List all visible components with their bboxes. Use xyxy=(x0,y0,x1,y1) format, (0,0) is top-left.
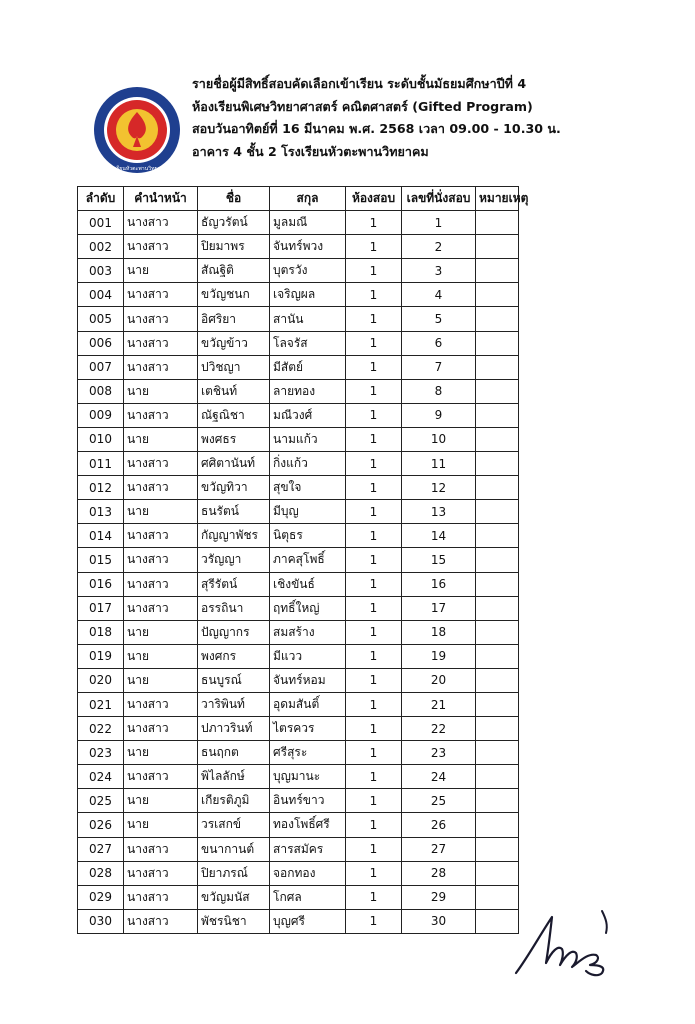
cell-seat: 10 xyxy=(402,427,476,451)
cell-no: 005 xyxy=(78,307,124,331)
cell-prefix: นาย xyxy=(124,620,198,644)
table-row xyxy=(78,235,519,259)
svg-text:โรงเรียนหัวตะพานวิทยาคม: โรงเรียนหัวตะพานวิทยาคม xyxy=(106,166,168,172)
cell-first-name: ปัญญากร xyxy=(198,620,270,644)
cell-first-name: อิศริยา xyxy=(198,307,270,331)
cell-room: 1 xyxy=(346,741,402,765)
cell-prefix: นาย xyxy=(124,741,198,765)
table-row xyxy=(78,837,519,861)
cell-note xyxy=(476,476,519,500)
cell-no: 013 xyxy=(78,500,124,524)
cell-seat: 17 xyxy=(402,596,476,620)
cell-first-name: ขวัญทิวา xyxy=(198,476,270,500)
cell-note xyxy=(476,307,519,331)
table-row xyxy=(78,355,519,379)
header-line-4: อาคาร 4 ชั้น 2 โรงเรียนหัวตะพานวิทยาคม xyxy=(192,143,429,159)
cell-first-name: พัชรนิชา xyxy=(198,909,270,933)
cell-last-name: บุญมานะ xyxy=(270,765,346,789)
cell-note xyxy=(476,379,519,403)
cell-seat: 3 xyxy=(402,259,476,283)
cell-room: 1 xyxy=(346,283,402,307)
table-row xyxy=(78,524,519,548)
cell-last-name: นามแก้ว xyxy=(270,427,346,451)
cell-note xyxy=(476,813,519,837)
cell-note xyxy=(476,211,519,235)
cell-no: 004 xyxy=(78,283,124,307)
cell-no: 022 xyxy=(78,717,124,741)
cell-note xyxy=(476,596,519,620)
cell-first-name: ณัฐณิชา xyxy=(198,403,270,427)
cell-no: 001 xyxy=(78,211,124,235)
cell-last-name: มีบุญ xyxy=(270,500,346,524)
cell-last-name: โลจรัส xyxy=(270,331,346,355)
cell-no: 023 xyxy=(78,741,124,765)
cell-last-name: จันทร์พวง xyxy=(270,235,346,259)
table-row xyxy=(78,885,519,909)
table-row xyxy=(78,644,519,668)
table-row xyxy=(78,427,519,451)
cell-seat: 29 xyxy=(402,885,476,909)
cell-prefix: นางสาว xyxy=(124,211,198,235)
cell-no: 020 xyxy=(78,668,124,692)
cell-last-name: จันทร์หอม xyxy=(270,668,346,692)
cell-no: 012 xyxy=(78,476,124,500)
cell-seat: 16 xyxy=(402,572,476,596)
cell-note xyxy=(476,331,519,355)
cell-no: 002 xyxy=(78,235,124,259)
cell-room: 1 xyxy=(346,765,402,789)
cell-note xyxy=(476,548,519,572)
cell-note xyxy=(476,500,519,524)
candidate-table xyxy=(77,186,529,934)
cell-room: 1 xyxy=(346,572,402,596)
cell-prefix: นางสาว xyxy=(124,692,198,716)
cell-first-name: ปิยาภรณ์ xyxy=(198,861,270,885)
cell-first-name: เกียรติภูมิ xyxy=(198,789,270,813)
cell-note xyxy=(476,717,519,741)
cell-note xyxy=(476,789,519,813)
table-row xyxy=(78,789,519,813)
table-row xyxy=(78,909,519,933)
cell-room: 1 xyxy=(346,427,402,451)
cell-seat: 1 xyxy=(402,211,476,235)
cell-seat: 19 xyxy=(402,644,476,668)
cell-note xyxy=(476,235,519,259)
signature xyxy=(510,905,620,980)
cell-prefix: นางสาว xyxy=(124,765,198,789)
cell-no: 007 xyxy=(78,355,124,379)
cell-note xyxy=(476,837,519,861)
cell-room: 1 xyxy=(346,596,402,620)
cell-prefix: นางสาว xyxy=(124,909,198,933)
cell-first-name: ขวัญข้าว xyxy=(198,331,270,355)
cell-prefix: นาย xyxy=(124,813,198,837)
cell-room: 1 xyxy=(346,909,402,933)
table-row xyxy=(78,379,519,403)
cell-no: 029 xyxy=(78,885,124,909)
header-line-2: ห้องเรียนพิเศษวิทยาศาสตร์ คณิตศาสตร์ (Gifted Program) xyxy=(192,98,533,114)
cell-no: 014 xyxy=(78,524,124,548)
cell-room: 1 xyxy=(346,500,402,524)
cell-note xyxy=(476,765,519,789)
cell-first-name: ธนรัตน์ xyxy=(198,500,270,524)
cell-prefix: นางสาว xyxy=(124,572,198,596)
cell-last-name: สานัน xyxy=(270,307,346,331)
cell-first-name: ปวิชญา xyxy=(198,355,270,379)
cell-note xyxy=(476,524,519,548)
cell-first-name: สุรีรัตน์ xyxy=(198,572,270,596)
school-logo xyxy=(92,84,182,176)
cell-first-name: ปิยมาพร xyxy=(198,235,270,259)
cell-note xyxy=(476,644,519,668)
cell-note xyxy=(476,452,519,476)
cell-last-name: โกศล xyxy=(270,885,346,909)
table-row xyxy=(78,476,519,500)
table-row xyxy=(78,403,519,427)
cell-no: 010 xyxy=(78,427,124,451)
cell-prefix: นางสาว xyxy=(124,524,198,548)
cell-prefix: นาย xyxy=(124,644,198,668)
cell-seat: 23 xyxy=(402,741,476,765)
cell-room: 1 xyxy=(346,620,402,644)
cell-no: 024 xyxy=(78,765,124,789)
cell-note xyxy=(476,692,519,716)
cell-first-name: ขวัญชนก xyxy=(198,283,270,307)
cell-seat: 6 xyxy=(402,331,476,355)
cell-seat: 13 xyxy=(402,500,476,524)
cell-first-name: วรเสกข์ xyxy=(198,813,270,837)
cell-last-name: มีแวว xyxy=(270,644,346,668)
cell-seat: 25 xyxy=(402,789,476,813)
cell-prefix: นางสาว xyxy=(124,885,198,909)
cell-first-name: ปภาวรินท์ xyxy=(198,717,270,741)
cell-seat: 2 xyxy=(402,235,476,259)
cell-prefix: นางสาว xyxy=(124,355,198,379)
cell-prefix: นางสาว xyxy=(124,307,198,331)
cell-room: 1 xyxy=(346,644,402,668)
table-row xyxy=(78,307,519,331)
cell-room: 1 xyxy=(346,789,402,813)
cell-prefix: นางสาว xyxy=(124,331,198,355)
cell-seat: 11 xyxy=(402,452,476,476)
cell-room: 1 xyxy=(346,355,402,379)
cell-first-name: ธัญวรัตน์ xyxy=(198,211,270,235)
cell-note xyxy=(476,355,519,379)
cell-first-name: ขนากานต์ xyxy=(198,837,270,861)
cell-prefix: นาย xyxy=(124,789,198,813)
cell-seat: 26 xyxy=(402,813,476,837)
cell-seat: 7 xyxy=(402,355,476,379)
cell-seat: 24 xyxy=(402,765,476,789)
table-row xyxy=(78,596,519,620)
cell-no: 008 xyxy=(78,379,124,403)
cell-prefix: นางสาว xyxy=(124,548,198,572)
table-row xyxy=(78,211,519,235)
cell-first-name: อรรถินา xyxy=(198,596,270,620)
cell-no: 009 xyxy=(78,403,124,427)
cell-room: 1 xyxy=(346,379,402,403)
cell-note xyxy=(476,283,519,307)
cell-prefix: นาย xyxy=(124,500,198,524)
cell-no: 019 xyxy=(78,644,124,668)
cell-last-name: จอกทอง xyxy=(270,861,346,885)
cell-seat: 8 xyxy=(402,379,476,403)
cell-last-name: ทองโพธิ์ศรี xyxy=(270,813,346,837)
cell-last-name: เจริญผล xyxy=(270,283,346,307)
cell-last-name: นิตุธร xyxy=(270,524,346,548)
cell-seat: 14 xyxy=(402,524,476,548)
cell-note xyxy=(476,620,519,644)
cell-no: 006 xyxy=(78,331,124,355)
cell-no: 026 xyxy=(78,813,124,837)
cell-first-name: วรัญญา xyxy=(198,548,270,572)
cell-room: 1 xyxy=(346,307,402,331)
cell-no: 015 xyxy=(78,548,124,572)
cell-prefix: นาย xyxy=(124,427,198,451)
cell-first-name: ศศิตานันท์ xyxy=(198,452,270,476)
cell-no: 021 xyxy=(78,692,124,716)
cell-room: 1 xyxy=(346,331,402,355)
cell-seat: 20 xyxy=(402,668,476,692)
cell-no: 003 xyxy=(78,259,124,283)
cell-last-name: อินทร์ขาว xyxy=(270,789,346,813)
cell-prefix: นางสาว xyxy=(124,717,198,741)
cell-room: 1 xyxy=(346,476,402,500)
cell-note xyxy=(476,572,519,596)
cell-room: 1 xyxy=(346,235,402,259)
cell-note xyxy=(476,403,519,427)
column-header-first-name: ชื่อ xyxy=(198,187,270,211)
cell-seat: 12 xyxy=(402,476,476,500)
cell-prefix: นางสาว xyxy=(124,861,198,885)
cell-prefix: นางสาว xyxy=(124,476,198,500)
cell-prefix: นางสาว xyxy=(124,283,198,307)
cell-first-name: กัญญาพัชร xyxy=(198,524,270,548)
table-row xyxy=(78,331,519,355)
table-row xyxy=(78,572,519,596)
table-row xyxy=(78,283,519,307)
cell-note xyxy=(476,668,519,692)
cell-last-name: ศรีสุระ xyxy=(270,741,346,765)
cell-last-name: สารสมัคร xyxy=(270,837,346,861)
cell-prefix: นาย xyxy=(124,379,198,403)
cell-first-name: ธนบูรณ์ xyxy=(198,668,270,692)
cell-prefix: นางสาว xyxy=(124,596,198,620)
cell-prefix: นางสาว xyxy=(124,403,198,427)
cell-first-name: เตชินท์ xyxy=(198,379,270,403)
cell-seat: 9 xyxy=(402,403,476,427)
cell-first-name: ขวัญมนัส xyxy=(198,885,270,909)
table-row xyxy=(78,452,519,476)
cell-seat: 21 xyxy=(402,692,476,716)
cell-room: 1 xyxy=(346,524,402,548)
cell-no: 016 xyxy=(78,572,124,596)
cell-first-name: สัณฐิติ xyxy=(198,259,270,283)
cell-last-name: มณีวงศ์ xyxy=(270,403,346,427)
cell-last-name: ไตรควร xyxy=(270,717,346,741)
cell-last-name: กิ่งแก้ว xyxy=(270,452,346,476)
cell-last-name: สมสร้าง xyxy=(270,620,346,644)
cell-seat: 28 xyxy=(402,861,476,885)
cell-last-name: สุขใจ xyxy=(270,476,346,500)
cell-room: 1 xyxy=(346,717,402,741)
cell-no: 027 xyxy=(78,837,124,861)
header-line-1: รายชื่อผู้มีสิทธิ์สอบคัดเลือกเข้าเรียน ระดับชั้นมัธยมศึกษาปีที่ 4 xyxy=(192,76,527,91)
cell-seat: 18 xyxy=(402,620,476,644)
cell-no: 011 xyxy=(78,452,124,476)
cell-room: 1 xyxy=(346,211,402,235)
cell-room: 1 xyxy=(346,452,402,476)
table-row xyxy=(78,765,519,789)
table-header-row xyxy=(78,187,519,211)
cell-seat: 22 xyxy=(402,717,476,741)
table-row xyxy=(78,717,519,741)
cell-room: 1 xyxy=(346,885,402,909)
cell-no: 028 xyxy=(78,861,124,885)
cell-note xyxy=(476,259,519,283)
column-header-no: ลำดับ xyxy=(78,187,124,211)
cell-note xyxy=(476,861,519,885)
table-row xyxy=(78,548,519,572)
cell-room: 1 xyxy=(346,259,402,283)
cell-first-name: วาริพินท์ xyxy=(198,692,270,716)
cell-first-name: พงศกร xyxy=(198,644,270,668)
header-line-3: สอบวันอาทิตย์ที่ 16 มีนาคม พ.ศ. 2568 เวลา 09.00 - 10.30 น. xyxy=(192,121,561,136)
column-header-note: หมายเหตุ xyxy=(476,187,519,211)
cell-room: 1 xyxy=(346,813,402,837)
cell-no: 025 xyxy=(78,789,124,813)
table-row xyxy=(78,620,519,644)
cell-prefix: นางสาว xyxy=(124,837,198,861)
cell-room: 1 xyxy=(346,668,402,692)
cell-first-name: พงศธร xyxy=(198,427,270,451)
cell-prefix: นางสาว xyxy=(124,235,198,259)
table-row xyxy=(78,259,519,283)
table-row xyxy=(78,861,519,885)
cell-last-name: บุตรวัง xyxy=(270,259,346,283)
cell-last-name: มูลมณี xyxy=(270,211,346,235)
cell-seat: 27 xyxy=(402,837,476,861)
cell-room: 1 xyxy=(346,861,402,885)
cell-no: 017 xyxy=(78,596,124,620)
cell-room: 1 xyxy=(346,692,402,716)
cell-note xyxy=(476,741,519,765)
table-row xyxy=(78,813,519,837)
cell-prefix: นาย xyxy=(124,259,198,283)
cell-last-name: ลายทอง xyxy=(270,379,346,403)
cell-first-name: ธนฤกต xyxy=(198,741,270,765)
column-header-room: ห้องสอบ xyxy=(346,187,402,211)
cell-room: 1 xyxy=(346,403,402,427)
cell-seat: 15 xyxy=(402,548,476,572)
cell-last-name: อุดมสันติ์ xyxy=(270,692,346,716)
table-row xyxy=(78,668,519,692)
table-row xyxy=(78,692,519,716)
cell-first-name: พิไลลักษ์ xyxy=(198,765,270,789)
cell-room: 1 xyxy=(346,837,402,861)
column-header-prefix: คำนำหน้า xyxy=(124,187,198,211)
cell-last-name: บุญศรี xyxy=(270,909,346,933)
cell-seat: 5 xyxy=(402,307,476,331)
cell-last-name: เชิงขันธ์ xyxy=(270,572,346,596)
cell-room: 1 xyxy=(346,548,402,572)
document-header xyxy=(192,73,672,163)
cell-last-name: ภาคสุโพธิ์ xyxy=(270,548,346,572)
cell-seat: 4 xyxy=(402,283,476,307)
cell-no: 030 xyxy=(78,909,124,933)
column-header-last-name: สกุล xyxy=(270,187,346,211)
cell-last-name: ฤทธิ์ใหญ่ xyxy=(270,596,346,620)
cell-note xyxy=(476,427,519,451)
cell-prefix: นางสาว xyxy=(124,452,198,476)
table-row xyxy=(78,500,519,524)
cell-seat: 30 xyxy=(402,909,476,933)
column-header-seat: เลขที่นั่งสอบ xyxy=(402,187,476,211)
cell-last-name: มีสัตย์ xyxy=(270,355,346,379)
cell-no: 018 xyxy=(78,620,124,644)
cell-prefix: นาย xyxy=(124,668,198,692)
table-row xyxy=(78,741,519,765)
